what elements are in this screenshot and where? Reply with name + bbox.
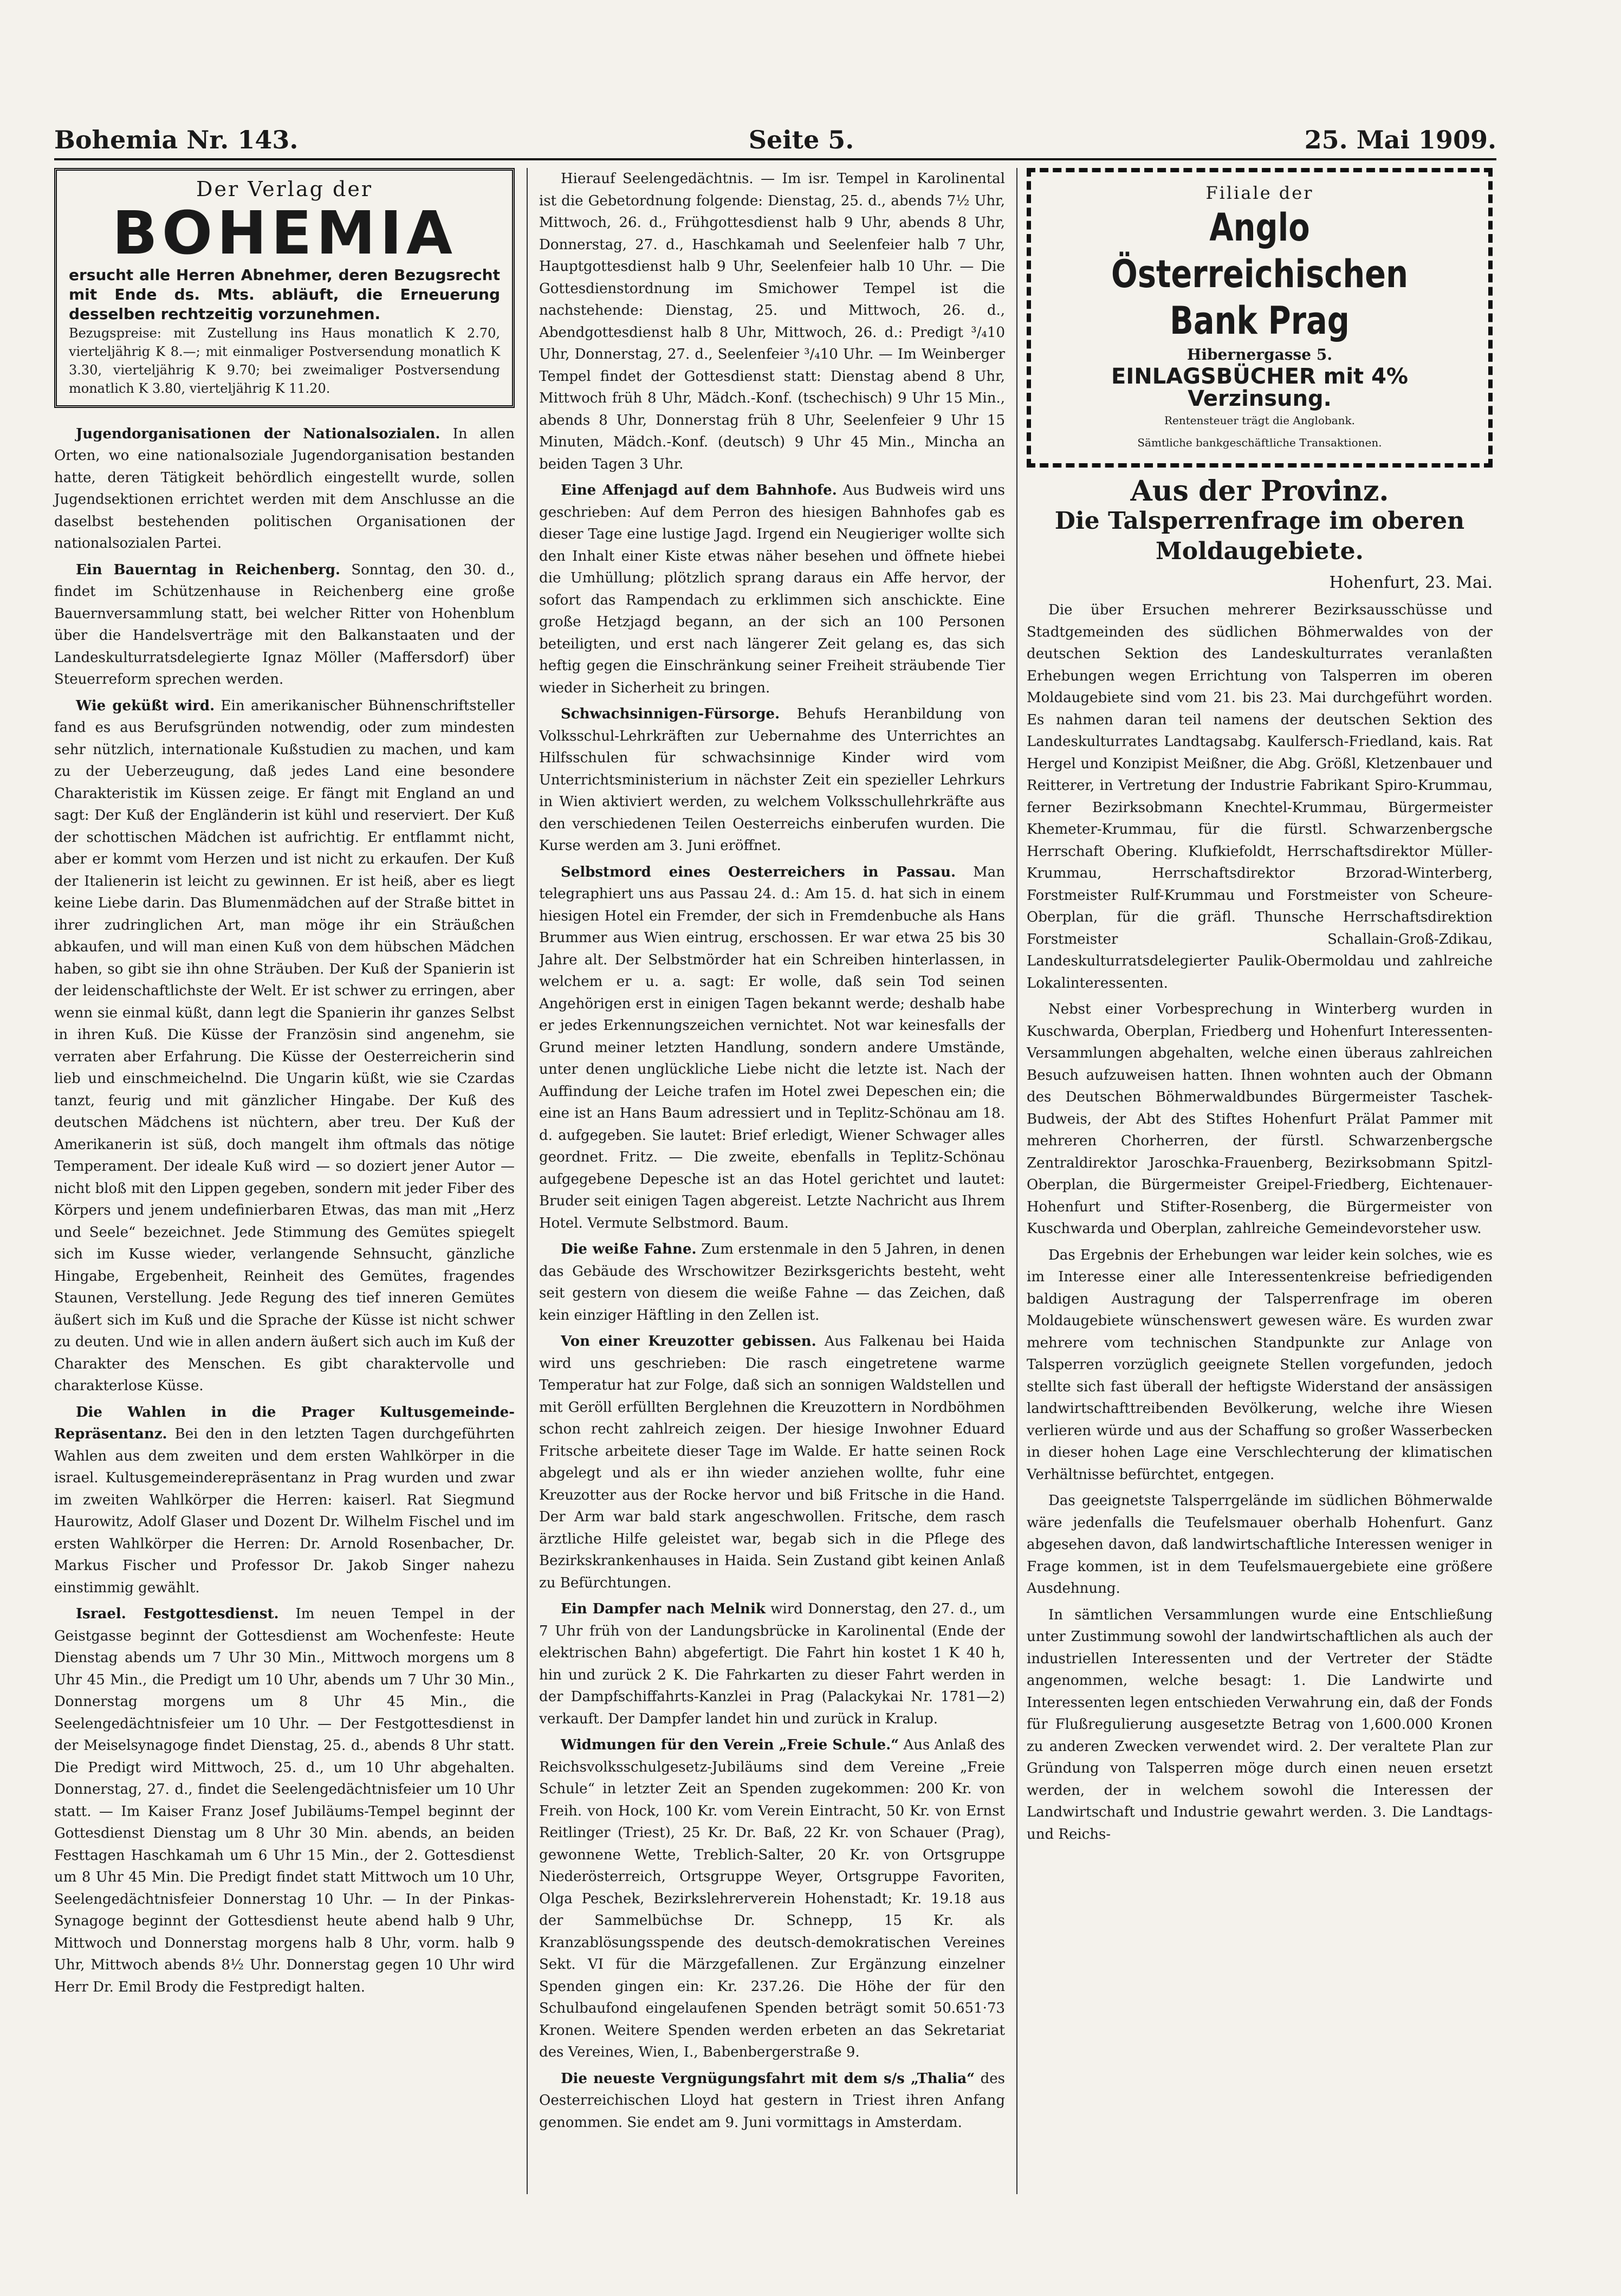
article-body: Zum erstenmale in den 5 Jahren, in denen das Gebäude des Wrschowitzer Bezirksgerichts besteht, weht seit gestern von diesem die weiße Fahne — das Zeichen, daß kein einziger Häftling in den Zellen ist. xyxy=(539,1241,1006,1324)
article-headline: Die neueste Vergnügungsfahrt mit dem s/s „Thalia“ xyxy=(561,2070,975,2087)
article-paragraph: Das Ergebnis der Erhebungen war leider kein solches, wie es im Interesse einer alle Interessentenkreise befriedigenden baldigen Austragung der Talsperrenfrage im oberen Moldaugebiete wünschenswert gewesen wäre. Es wurden zwar mehrere vom technischen Standpunkte zur Anlage von Talsperren vorzüglich geeignete Stellen vorgefunden, jedoch stellte sich fast überall der heftigste Widerstand der ansässigen landwirtschafttreibenden Bevölkerung, welche ihre Wiesen verlieren würde und aus der Schaffung so großer Wasserbecken in dieser hohen Lage eine Verschlechterung der klimatischen Verhältnisse befürchtet, entgegen. xyxy=(1027,1247,1493,1483)
article-headline: Eine Affenjagd auf dem Bahnhofe. xyxy=(561,482,837,498)
article-body: In allen Orten, wo eine nationalsoziale Jugendorganisation bestanden hatte, deren Tätigkeit behördlich eingestellt wurde, sollen Jugendsektionen errichtet werden mit dem Anschlusse an die daselbst bestehenden politischen Organisationen der nationalsozialen Partei. xyxy=(54,425,515,552)
column-2 xyxy=(539,168,1005,2138)
verlag-line: Der Verlag der xyxy=(196,177,373,201)
column-1 xyxy=(54,168,515,2002)
article xyxy=(54,423,515,555)
header-right: 25. Mai 1909. xyxy=(1304,125,1496,154)
article-body: Ein amerikanischer Bühnenschriftsteller fand es aus Berufsgründen notwendig, oder zum mindesten sehr nützlich, internationale Kußstudien zu machen, und kam zu der Ueberzeugung, daß jedes Land eine besondere Charakteristik im Küssen zeige. Er fängt mit England an und sagt: Der Kuß der Engländerin ist kühl und reserviert. Der Kuß der schottischen Mädchen ist aufrichtig. Er entflammt nicht, aber er kommt vom Herzen und ist nicht zu erkaufen. Der Kuß der Italienerin ist leicht zu gewinnen. Er ist heiß, aber es liegt keine Liebe darin. Das Blumenmädchen auf der Straße bittet in ihrer zudringlichen Art, man möge ihr ein Sträußchen abkaufen, und will man einen Kuß von dem hübschen Mädchen haben, so gibt sie ihn ohne Sträuben. Der Kuß der Spanierin ist der leidenschaftlichste der Welt. Er ist schwer zu erringen, aber wenn sie einmal küßt, dann legt die Spanierin ihr ganzes Selbst in ihren Kuß. Die Küsse der Französin sind angenehm, sie verraten aber Erfahrung. Die Küsse der Oesterreicherin sind lieb und einschmeichelnd. Die Ungarin küßt, wie sie Czardas tanzt, feurig und mit gänzlicher Hingabe. Der Kuß des deutschen Mädchens ist nüchtern, aber treu. Der Kuß der Amerikanerin ist süß, doch mangelt ihm oftmals das nötige Temperament. Der ideale Kuß wird — so doziert jener Autor — nicht bloß mit den Lippen gegeben, sondern mit jeder Fiber des Körpers und jenem undefinierbaren Etwas, das man mit „Herz und Seele“ bezeichnet. Jede Stimmung des Gemütes spiegelt sich im Kusse wieder, verlangende Sehnsucht, gänzliche Hingabe, Ergebenheit, Reinheit des Gemütes, fragendes Staunen, Verstellung. Jede Regung des tief inneren Gemütes äußert sich im Kuß und die Sprache der Küsse ist nicht schwer zu deuten. Und wie in allen andern äußert sich auch im Kuß der Charakter des Menschen. Es gibt charaktervolle und charakterlose Küsse. xyxy=(54,697,515,1394)
article xyxy=(54,1402,515,1599)
article-paragraph: Nebst einer Vorbesprechung in Winterberg wurden in Kuschwarda, Oberplan, Friedberg und Hohenfurt Interessenten-Versammlungen abgehalten, welche einen überaus zahlreichen Besuch aufzuweisen hatten. Ihnen wohnten auch der Obmann des Deutschen Böhmerwaldbundes Bürgermeister Taschek-Budweis, der Abt des Stiftes Hohenfurt Prälat Pammer mit mehreren Chorherren, der fürstl. Schwarzenbergsche Zentraldirektor Jaroschka-Frauenberg, Bezirksobmann Spitzl-Oberplan, die Bürgermeister Greipel-Friedberg, Eichtenauer-Hohenfurt und Stifter-Rosenberg, die Bürgermeister von Kuschwarda und Oberplan, zahlreiche Gemeindevorsteher usw. xyxy=(1027,1001,1493,1237)
verlag-title: BOHEMIA xyxy=(112,198,457,268)
article-headline: Ein Bauerntag in Reichenberg. xyxy=(76,561,341,578)
article xyxy=(54,559,515,691)
column-3 xyxy=(1027,168,1493,1850)
column-3-articles xyxy=(1027,599,1493,1845)
article-body: Hierauf Seelengedächtnis. — Im isr. Tempel in Karolinental ist die Gebetordnung folgende: Dienstag, 25. d., abends 7½ Uhr, Mittwoch, 26. d., Frühgottesdienst halb 9 Uhr, abends 8 Uhr, Donnerstag, 27. d., Haschkamah und Seelenfeier halb 7 Uhr, Hauptgottesdienst halb 9 Uhr, Seelenfeier halb 10 Uhr. — Die Gottesdienstordnung im Smichower Tempel ist die nachstehende: Dienstag, 25. und Mittwoch, 26. d., Abendgottesdienst halb 8 Uhr, Mittwoch, 26. d.: Predigt ³/₄10 Uhr, Donnerstag, 27. d., Seelenfeier ³/₄10 Uhr. — Im Weinberger Tempel findet der Gottesdienst statt: Dienstag abend 8 Uhr, Mittwoch früh 8 Uhr, Mädch.-Konf. (tschechisch) 9 Uhr 15 Min., abends 8 Uhr, Donnerstag früh 8 Uhr, Seelenfeier 9 Uhr 15 Minuten, Mädch.-Konf. (deutsch) 9 Uhr 45 Min., Mincha an beiden Tagen 3 Uhr. xyxy=(539,171,1005,472)
article-body: Sonntag, den 30. d., findet im Schützenhause in Reichenberg eine große Bauernversammlung statt, bei welcher Ritter von Hohenblum über die Handelsverträge mit den Balkanstaaten und der Landeskulturratsdelegierte Ignaz Möller (Maffersdorf) über Steuerreform sprechen werden. xyxy=(54,561,515,687)
article xyxy=(539,2068,1005,2134)
column-rule-1 xyxy=(527,168,528,2194)
article-headline: Widmungen für den Verein „Freie Schule.“ xyxy=(561,1737,899,1753)
article-body: Behufs Heranbildung von Volksschul-Lehrkräften zur Uebernahme des Unterrichtes an Hilfsschulen für schwachsinnige Kinder wird vom Unterrichtsministerium in nächster Zeit ein spezieller Lehrkurs in Wien aktiviert werden, zu welchem Volksschullehrkräfte aus den verschiedenen Teilen Oesterreichs einberufen wurden. Die Kurse werden am 3. Juni eröffnet. xyxy=(539,706,1005,854)
article xyxy=(539,1598,1005,1730)
verlag-notice: ersucht alle Herren Abnehmer, deren Bezugsrecht mit Ende ds. Mts. abläuft, die Erneuerung desselben rechtzeitig vorzunehmen. xyxy=(69,265,500,323)
article-body: Aus Falkenau bei Haida wird uns geschrieben: Die rasch eingetretene warme Temperatur hat zur Folge, daß sich an sonnigen Waldstellen und mit Geröll erfüllten Berglehnen die Kreuzottern in Nordböhmen schon recht zahlreich zeigen. Der hiesige Inwohner Eduard Fritsche arbeitete dieser Tage im Walde. Er hatte seinen Rock abgelegt und als er ihn wieder anziehen wollte, fuhr eine Kreuzotter aus der Rocke hervor und biß Fritsche in die Hand. Der Arm war bald stark angeschwollen. Fritsche, dem rasch ärztliche Hilfe geleistet war, begab sich in die Pflege des Bezirkskrankenhauses in Haida. Sein Zustand gibt keinen Anlaß zu Befürchtungen. xyxy=(539,1333,1005,1591)
article xyxy=(539,1734,1005,2064)
article-paragraph: Die über Ersuchen mehrerer Bezirksausschüsse und Stadtgemeinden des südlichen Böhmerwaldes von der deutschen Sektion des Landeskulturrates veranlaßten Erhebungen wegen Errichtung von Talsperren im oberen Moldaugebiete sind vom 21. bis 23. Mai durchgeführt worden. Es nahmen daran teil namens der deutschen Sektion des Landeskulturrates Landtagsabg. Kaulfersch-Friedland, kais. Rat Hergel und Konzipist Meißner, die Abg. Größl, Kletzenbauer und Reitterer, in Vertretung der Industrie Fabrikant Spiro-Krummau, ferner Bezirksobmann Knechtel-Krummau, Bürgermeister Khemeter-Krummau, für die fürstl. Schwarzenbergsche Herrschaft Obering. Klufkiefoldt, Herrschaftsdirektor Müller-Krummau, Herrschaftsdirektor Brzorad-Winterberg, Forstmeister Rulf-Krummau und Forstmeister von Scheure-Oberplan, für die gräfl. Thunsche Herrschaftsdirektion Forstmeister Schallain-Groß-Zdikau, Landeskulturratsdelegierter Paulik-Obermoldau und zahlreiche Lokalinteressenten. xyxy=(1027,602,1493,991)
article-headline: Ein Dampfer nach Melnik xyxy=(561,1601,766,1617)
bank-ad-box xyxy=(1027,168,1493,468)
article-headline: Die Wahlen in die Prager Kultusgemeinde-Repräsentanz. xyxy=(54,1404,515,1442)
article-paragraph: Das geeignetste Talsperrgelände im südlichen Böhmerwalde wäre jedenfalls die Teufelsmauer oberhalb Hohenfurt. Ganz abgesehen davon, daß landwirtschaftliche Interessen weniger in Frage kommen, ist in dem Teufelsmauergebiete eine größere Ausdehnung. xyxy=(1027,1493,1493,1597)
article-title: Die Talsperrenfrage im oberen Moldaugebiete. xyxy=(1054,507,1465,565)
header-rule xyxy=(54,158,1496,160)
bank-name: Anglo Österreichischen Bank Prag xyxy=(1111,205,1408,343)
column-rule-2 xyxy=(1016,168,1017,2194)
dateline: Hohenfurt, 23. Mai. xyxy=(1329,573,1493,592)
article-body: Man telegraphiert uns aus Passau 24. d.: Am 15. d. hat sich in einem hiesigen Hotel ein Fremder, der sich in Fremdenbuche als Hans Brummer aus Wien eintrug, erschossen. Er war etwa 25 bis 30 Jahre alt. Der Selbstmörder hat ein Schreiben hinterlassen, in welchem er u. a. sagt: Er wolle, daß sein Tod seinen Angehörigen erst in einigen Tagen bekannt werde; deshalb habe er jedes Erkennungszeichen vernichtet. Not war keinesfalls der Grund meiner letzten Handlung, sondern andere Umstände, unter denen unglückliche Liebe nicht die letzte ist. Nach der Auffindung der Leiche trafen im Hotel zwei Depeschen ein; die eine ist an Hans Baum adressiert und in Teplitz-Schönau am 18. d. aufgegeben. Sie lautet: Brief erledigt, Wiener Schwager alles geordnet. Fritz. — Die zweite, ebenfalls in Teplitz-Schönau aufgegebene Depesche ist an das Hotel gerichtet und lautet: Bruder seit einigen Tagen abgereist. Letzte Nachricht aus Ihrem Hotel. Vermute Selbstmord. Baum. xyxy=(539,864,1006,1231)
article-headline: Die weiße Fahne. xyxy=(561,1241,697,1257)
verlag-notice-box xyxy=(54,168,515,408)
bank-note2: Sämtliche bankgeschäftliche Transaktionen. xyxy=(1137,436,1382,449)
article-body: Im neuen Tempel in der Geistgasse beginnt der Gottesdienst am Wochenfeste: Heute Dienstag abends um 7 Uhr 30 Min., Mittwoch morgens um 8 Uhr 45 Min., die Predigt um 10 Uhr, abends um 7 Uhr 30 Min., Donnerstag morgens um 8 Uhr 45 Min., die Seelengedächtnisfeier um 10 Uhr. — Der Festgottesdienst in der Meiselsynagoge findet Dienstag, 25. d., abends 8 Uhr statt. Die Predigt wird Mittwoch, 25. d., um 10 Uhr abgehalten. Donnerstag, 27. d., findet die Seelengedächtnisfeier um 10 Uhr statt. — Im Kaiser Franz Josef Jubiläums-Tempel beginnt der Gottesdienst Dienstag um 8 Uhr 30 Min. abends, an beiden Festtagen Haschkamah um 6 Uhr 15 Min., der 2. Gottesdienst um 8 Uhr 45 Min. Die Predigt findet statt Mittwoch um 10 Uhr, Seelengedächtnisfeier Donnerstag 10 Uhr. — In der Pinkas-Synagoge beginnt der Gottesdienst heute abend halb 9 Uhr, Mittwoch und Donnerstag morgens halb 8 Uhr, vorm. halb 9 Uhr, Mittwoch abends 8½ Uhr. Donnerstag gegen 10 Uhr wird Herr Dr. Emil Brody die Festpredigt halten. xyxy=(54,1606,515,1995)
bank-address: Hibernergasse 5. xyxy=(1186,345,1333,364)
article xyxy=(54,1603,515,1998)
bank-offer: EINLAGSBÜCHER mit 4% Verzinsung. xyxy=(1111,364,1408,411)
article xyxy=(539,479,1005,699)
header-left: Bohemia Nr. 143. xyxy=(54,125,299,154)
article-body: Aus Anlaß des Reichsvolksschulgesetz-Jubiläums sind dem Vereine „Freie Schule“ in letzter Zeit an Spenden zugekommen: 200 Kr. von Freih. von Hock, 100 Kr. vom Verein Eintracht, 50 Kr. von Ernst Reitlinger (Triest), 25 Kr. Dr. Baß, 22 Kr. von Schauer (Prag), gewonnene Wette, Treblich-Salter, 20 Kr. von Ortsgruppe Niederösterreich, Ortsgruppe Weyer, Ortsgruppe Favoriten, Olga Peschek, Bezirkslehrerverein Hohenstadt; Kr. 19.18 aus der Sammelbüchse Dr. Schnepp, 15 Kr. als Kranzablösungsspende des deutsch-demokratischen Vereines Sekt. VI für die Märzgefallenen. Zur Ergänzung einzelner Spenden gingen ein: Kr. 237.26. Die Höhe der für den Schulbaufond eingelaufenen Spenden beträgt somit 50.651·73 Kronen. Weitere Spenden werden erbeten an das Sekretariat des Vereines, Wien, I., Babenbergerstraße 9. xyxy=(539,1737,1006,2060)
header-center: Seite 5. xyxy=(748,125,854,154)
article xyxy=(539,168,1005,475)
article-headline: Jugendorganisationen der Nationalsozialen. xyxy=(76,425,440,442)
article-headline: Von einer Kreuzotter gebissen. xyxy=(561,1333,816,1350)
article-headline: Israel. Festgottesdienst. xyxy=(76,1606,279,1622)
bank-line1: Filiale der xyxy=(1205,183,1314,203)
bank-note1: Rentensteuer trägt die Anglobank. xyxy=(1164,414,1356,427)
column-2-articles xyxy=(539,168,1005,2133)
article-body: des Oesterreichischen Lloyd hat gestern in Triest ihren Anfang genommen. Sie endet am 9. Juni vormittags in Amsterdam. xyxy=(539,2070,1005,2131)
article-headline: Wie geküßt wird. xyxy=(76,697,215,714)
article-headline: Selbstmord eines Oesterreichers in Passau. xyxy=(561,864,956,880)
article-body: Aus Budweis wird uns geschrieben: Auf dem Perron des hiesigen Bahnhofes gab es dieser Tage eine lustige Jagd. Irgend ein Neugieriger wollte sich den Inhalt einer Kiste etwas näher besehen und öffnete hiebei die Umhüllung; plötzlich sprang daraus ein Affe hervor, der sofort das Rampendach zu erklimmen sich anschickte. Eine große Hetzjagd begann, an der sich an 100 Personen beteiligten, und erst nach längerer Zeit gelang es, das sich heftig gegen die Einschränkung seiner Freiheit sträubende Tier wieder in Sicherheit zu bringen. xyxy=(539,482,1005,696)
column-1-articles xyxy=(54,423,515,1999)
article-body: wird Donnerstag, den 27. d., um 7 Uhr früh von der Landungsbrücke in Karolinental (Ende der elektrischen Bahn) abgefertigt. Die Fahrt hin kostet 1 K 40 h, hin und zurück 2 K. Die Fahrkarten zu dieser Fahrt werden in der Dampfschiffahrts-Kanzlei in Prag (Palackykai Nr. 1781—2) verkauft. Der Dampfer landet hin und zurück in Kralup. xyxy=(539,1601,1006,1727)
verlag-prices: Bezugspreise: mit Zustellung ins Haus monatlich K 2.70, vierteljährig K 8.—; mit einmaliger Postversendung monatlich K 3.30, vierteljährig K 9.70; bei zweimaliger Postversendung monatlich K 3.80, vierteljährig K 11.20. xyxy=(69,325,500,396)
article-paragraph: In sämtlichen Versammlungen wurde eine Entschließung unter Zustimmung sowohl der landwirtschaftlichen als auch der industriellen Interessenten und der Vertreter der Städte angenommen, welche besagt: 1. Die Landwirte und Interessenten legen entschieden Verwahrung ein, daß der Fonds für Flußregulierung ausgesetzte Betrag von 1,600.000 Kronen zu anderen Zwecken verwendet wird. 2. Der veraltete Plan zur Gründung von Talsperren möge durch einen neuen ersetzt werden, der in welchem sowohl die Interessen der Landwirtschaft und Industrie gewahrt werden. 3. Die Landtags- und Reichs- xyxy=(1027,1606,1493,1843)
article xyxy=(539,1331,1005,1594)
article xyxy=(539,703,1005,857)
section-title: Aus der Provinz. xyxy=(1130,475,1389,508)
article-headline: Schwachsinnigen-Fürsorge. xyxy=(561,706,780,722)
article xyxy=(539,1238,1005,1326)
running-header xyxy=(54,116,1496,154)
article xyxy=(54,695,515,1397)
article-body: Bei den in den letzten Tagen durchgeführten Wahlen aus dem zweiten und dem ersten Wahlkörper in die israel. Kultusgemeinderepräsentanz in Prag wurden und zwar im zweiten Wahlkörper die Herren: kaiserl. Rat Siegmund Haurowitz, Adolf Glaser und Dozent Dr. Wilhelm Fischel und im ersten Wahlkörper die Herren: Dr. Arnold Rosenbacher, Dr. Markus Fischer und Professor Dr. Jakob Singer nahezu einstimmig gewählt. xyxy=(54,1426,515,1596)
article xyxy=(539,861,1005,1235)
